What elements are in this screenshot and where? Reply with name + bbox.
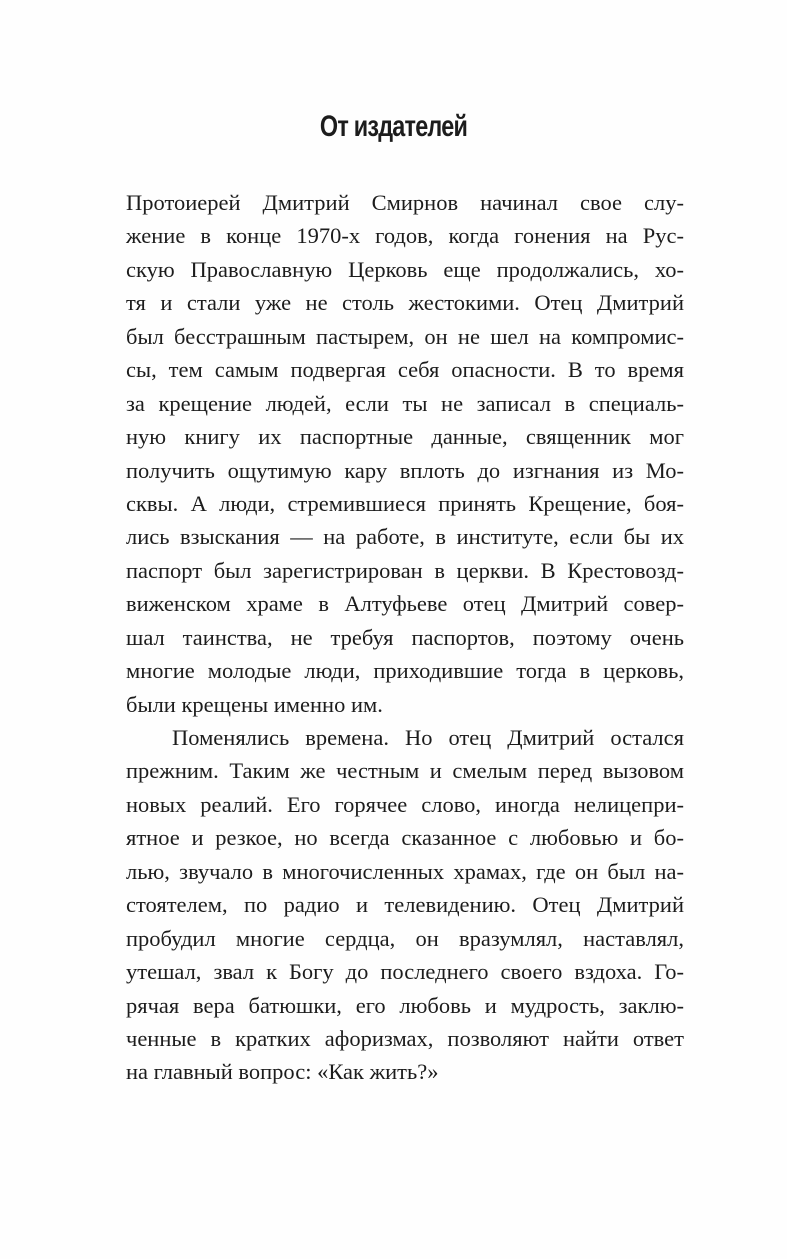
text-line: были крещены именно им. [126,691,383,717]
text-line: ятное и резкое, но всегда сказанное с любовью и бо- [126,825,684,851]
text-line: тя и стали уже не столь жестокими. Отец Дмитрий [126,290,684,316]
text-line: Поменялись времена. Но отец Дмитрий остался [172,725,684,750]
text-line: многие молодые люди, приходившие тогда в церковь, [126,658,684,684]
text-line: получить ощутимую кару вплоть до изгнания из Мо- [126,457,684,483]
text-line: ную книгу их паспортные данные, священник мог [126,424,684,450]
text-line: за крещение людей, если ты не записал в специаль- [126,390,684,416]
text-line: ченные в кратких афоризмах, позволяют найти ответ [126,1025,684,1051]
text-line: пробудил многие сердца, он вразумлял, наставлял, [126,925,684,951]
text-line: Протоиерей Дмитрий Смирнов начинал свое слу- [126,190,684,215]
text-line: стоятелем, по радио и телевидению. Отец Дмитрий [126,892,684,918]
text-line: паспорт был зарегистрирован в церкви. В Крестовозд- [126,557,684,583]
text-line: сы, тем самым подвергая себя опасности. В то время [126,357,684,383]
text-line: на главный вопрос: «Как жить?» [126,1059,439,1085]
paragraph-1 [126,186,684,721]
text-line: утешал, звал к Богу до последнего своего вздоха. Го- [126,959,684,985]
text-line: рячая вера батюшки, его любовь и мудрость, заклю- [126,992,684,1018]
text-line: скую Православную Церковь еще продолжались, хо- [126,256,684,282]
text-line: лью, звучало в многочисленных храмах, где он был на- [126,858,684,884]
page-title: От издателей [319,110,468,143]
body-text [126,186,684,1089]
text-line: был бесстрашным пастырем, он не шел на компромис- [126,323,684,349]
text-line: сквы. А люди, стремившиеся принять Крещение, боя- [126,490,684,516]
text-line: прежним. Таким же честным и смелым перед вызовом [126,758,684,784]
paragraph-2 [126,721,684,1089]
text-line: шал таинства, не требуя паспортов, поэтому очень [126,624,684,650]
text-line: лись взыскания — на работе, в институте, если бы их [126,524,684,550]
text-line: виженском храме в Алтуфьеве отец Дмитрий совер- [126,591,684,617]
text-line: жение в конце 1970-х годов, когда гонения на Рус- [126,223,684,249]
text-line: новых реалий. Его горячее слово, иногда нелицепри- [126,791,684,817]
